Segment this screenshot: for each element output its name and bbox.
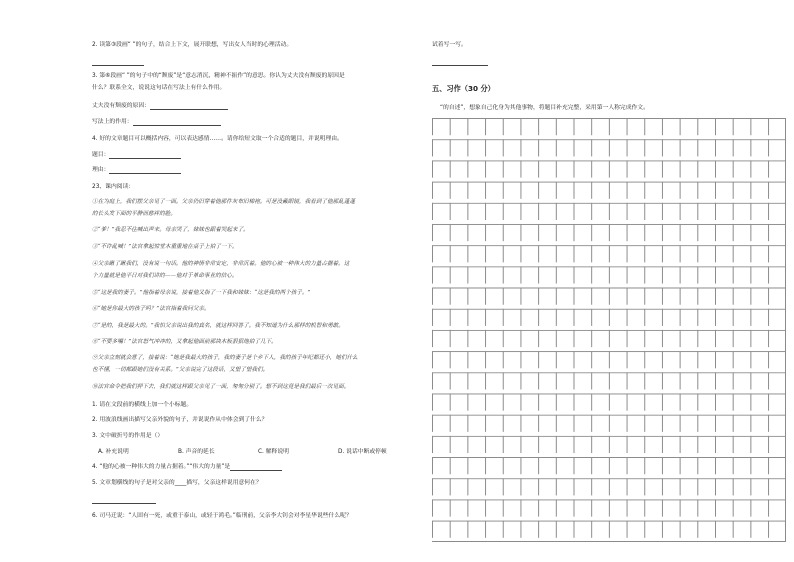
title-label: 题目：	[92, 152, 110, 158]
question-23-6: 6. 司马迁说：“人固有一死，或重于泰山，或轻于鸿毛。”临刑前，父亲李大钊会对李星华说些什么呢？	[92, 513, 352, 519]
question-4: 4. 好的文章题目可以概括内容，可以表达感情……。请你给短文取一个合适的题目，并说明理由。	[92, 136, 343, 142]
passage-line: 的长头发下面的平静而慈祥的脸。	[92, 211, 176, 217]
question-23-3: 3. 文中破折号的作用是（）	[92, 433, 164, 439]
passage-line: ④父亲瞅了瞅我们，没有说一句话。他的神情非常安定，非常沉着。他的心被一种伟大的力量占据着。这	[92, 261, 350, 267]
passage-line: ⑩法官命令把我们押下去，我们就这样跟父亲见了一面，匆匆分别了。想不到这竟是我们最后一次见面。	[92, 384, 350, 390]
question-3-line1: 3. 第⑥段画“ ”的句子中的“颓废”是“意志消沉，精神不振作”的意思。你认为丈夫没有颓废的原因是	[92, 73, 345, 79]
question-3-line2: 什么？联系全文，说说这句话在写法上有什么作用。	[92, 85, 226, 91]
passage-line: ⑤“这是我的妻子。”他指着母亲说，接着他又指了一下我和妹妹：“这是我的两个孩子。”	[92, 290, 311, 296]
option-a: A. 补充说明	[98, 449, 129, 455]
effect-answer	[92, 118, 221, 126]
reason-label: 丈夫没有颓废的原因：	[92, 103, 150, 109]
option-c: C. 解释说明	[258, 449, 289, 455]
answer-line	[92, 58, 144, 66]
passage-line: ③“不许乱喊！”法官拿起惊堂木重重地在桌子上拍了一下。	[92, 244, 238, 250]
question-23-2: 2. 用波浪线画出描写父亲外貌的句子，并说说作从中体会到了什么？	[92, 417, 268, 423]
section-23-title: 23、课内阅读：	[92, 184, 135, 190]
composition-grid[interactable]	[432, 118, 786, 542]
passage-line: ⑨父亲立刻就会意了，接着说：“她是我最大的孩子，我的妻子是个乡下人，我的孩子年纪都还小，她们什么	[92, 355, 358, 361]
passage-line: ①在为庭上，我们摆父亲见了一面。父亲仍旧穿着他那件灰布旧棉袍。可是没戴眼镜，我看到了他那乱蓬蓬	[92, 199, 355, 205]
reason-4-answer	[92, 166, 181, 174]
continue-text: 试着写一写。	[432, 42, 467, 48]
option-d: D. 说话中断或停顿	[338, 449, 387, 455]
question-2: 2. 读第③段画“ ”的句子，结合上下文，展开联想，写出女人当时的心理活动。	[92, 42, 293, 48]
option-b: B. 声音的延长	[178, 449, 215, 455]
title-answer	[92, 151, 181, 159]
answer-line	[92, 496, 156, 504]
passage-line: ②“爹！”我忍不住喊出声来。母亲哭了，妹妹也跟着哭起来了。	[92, 227, 249, 233]
reason-4-label: 理由：	[92, 167, 110, 173]
composition-prompt: “的自述”，想象自己化身为其他事物，将题目补充完整，采用第一人称完成作文。	[440, 105, 649, 111]
answer-line	[432, 58, 488, 66]
question-23-5: 5. 文章划横线的句子是对父亲的____描写，父亲这样说用意何在？	[92, 480, 262, 486]
question-23-4	[92, 463, 282, 471]
question-23-1: 1. 请在文段前的横线上加一个小标题。	[92, 402, 193, 408]
effect-label: 写法上的作用：	[92, 119, 133, 125]
section-5-title: 五、习作（30 分）	[432, 84, 495, 93]
passage-line: 个力量就是他平日对我们讲的——他对于革命事业的信心。	[92, 273, 238, 279]
passage-line: 也不懂，一切都跟她们没有关系。”父亲说完了这段话，又望了望我们。	[92, 367, 269, 373]
passage-line: ⑦“是的，我是最大的。”我怕父亲说出我的真名，就这样回答了。我不知道为什么那样的机智和勇敢。	[92, 323, 344, 329]
reason-answer	[92, 102, 228, 110]
question-23-4-text: 4. “他的心被一种伟大的力量占据着。”“伟大的力量”是	[92, 464, 231, 470]
passage-line: ⑥“她是你最大的孩子吗？”法官指着我问父亲。	[92, 306, 210, 312]
passage-line: ⑧“不要多嘴！”法官怒气冲冲的，又拿起他面前那块木板狠狠地拍了几下。	[92, 339, 277, 345]
